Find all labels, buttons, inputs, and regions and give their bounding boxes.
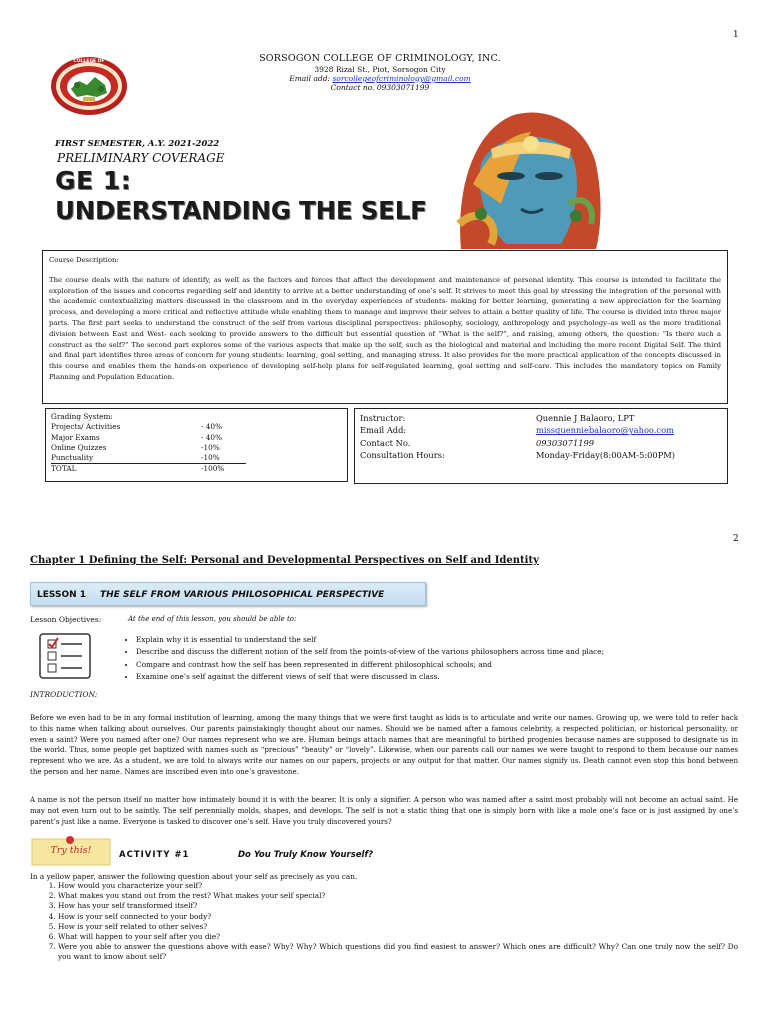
instructor-box: [354, 408, 728, 484]
school-header: [200, 53, 560, 92]
grading-value: - 40%: [201, 432, 223, 442]
question-item: 2. What makes you stand out from the rest? What makes your self special?: [58, 891, 738, 901]
question-item: 1. How would you characterize your self?: [58, 881, 738, 891]
instructor-row: [360, 437, 722, 449]
grading-value: -10%: [201, 453, 220, 463]
objective-item: • Explain why it is essential to understand the self: [136, 634, 604, 646]
page-number: 1: [733, 30, 739, 40]
page-number: 2: [733, 534, 739, 544]
question-item: 7. Were you able to answer the questions above with ease? Why? Why? Which questions did you find easiest to answer? Which ones are difficult? Why? Can one truly now the self? Do you want to know about self?: [58, 942, 738, 962]
instructor-email-link[interactable]: missquenniebalaoro@yahoo.com: [536, 425, 674, 436]
activity-label: ACTIVITY #1: [119, 850, 190, 860]
introduction-paragraph-2: A name is not the person itself no matter how intimately bound it is with the bearer. It is only a signifier. A person who was named after a saint most probably will not become an actual saint. He may not even turn out to be saintly. The self perennially molds, shapes, and develops. The self is not a static thing that one is simply born with like a mole one’s face or is just assigned by one’s parent’s just like a name. Everyone is tasked to discover one’s self. Have you truly discovered yours?: [30, 795, 738, 826]
grading-value: - 40%: [201, 422, 223, 432]
grading-label: Major Exams: [51, 432, 100, 442]
objective-item: • Examine one’s self against the different views of self that were discussed in class.: [136, 671, 604, 683]
grading-label: TOTAL: [51, 464, 77, 474]
objectives-label: Lesson Objectives:: [30, 615, 102, 624]
try-this-label: Try this!: [50, 845, 92, 856]
chapter-title: Chapter 1 Defining the Self: Personal and Developmental Perspectives on Self and Identity: [30, 555, 539, 566]
college-email-link[interactable]: sorcollegeofcriminology@gmail.com: [332, 74, 471, 83]
grading-label: Punctuality: [51, 453, 94, 463]
grading-value: -10%: [201, 442, 220, 452]
instructor-label: Email Add:: [360, 425, 407, 436]
grading-label: Projects/ Activities: [51, 422, 121, 432]
instructor-row: [360, 412, 722, 424]
coverage: PRELIMINARY COVERAGE: [57, 151, 225, 165]
question-item: 4. How is your self connected to your body?: [58, 912, 738, 922]
instructor-label: Consultation Hours:: [360, 449, 445, 460]
grading-label: Online Quizzes: [51, 442, 107, 452]
introduction-paragraph-1: Before we even had to be in any formal institution of learning, among the many things that we were first taught as kids is to articulate and write our names. Growing up, we were told to refer back to this name when talking about ourselves. Our parents painstakingly thought about our names. Should we be named after a famous celebrity, a respected politician, or historical personality, or even a saint? Were you named after one? Our names represent who we are. Human beings attach names that are meaningful to birthed progenies because names are supposed to designate us in the world. Thus, some people get baptized with names such as “precious” “beauty” or “lovely”. Likewise, when our parents call our names we were taught to respond to them because our names represent who we are. As a student, we are told to always write our names on our papers, projects or any output for that matter. Our names signify us. Death cannot even stop this bond between the person and her name. Names are inscribed even into one’s gravestone.: [30, 713, 738, 776]
introduction-heading: INTRODUCTION:: [30, 690, 98, 699]
course-code: GE 1:: [55, 166, 132, 195]
instructor-row: [360, 449, 722, 461]
course-description-box: [42, 250, 728, 404]
question-item: 5. How is your self related to other selves?: [58, 922, 738, 932]
objectives-intro: At the end of this lesson, you should be able to:: [128, 615, 297, 623]
activity-title: Do You Truly Know Yourself?: [238, 850, 374, 860]
college-contact: Contact no. 09303071199: [330, 83, 430, 92]
instructor-row: [360, 424, 722, 436]
grading-row: [51, 464, 342, 474]
lesson-label: LESSON 1: [37, 590, 87, 600]
grading-row: [51, 422, 342, 432]
grading-value: -100%: [201, 464, 225, 474]
objective-item: • Compare and contrast how the self has been represented in different philosophical schools; and: [136, 659, 604, 671]
instructor-name: Quennie J Balaoro, LPT: [536, 413, 635, 423]
college-name: SORSOGON COLLEGE OF CRIMINOLOGY, INC.: [259, 53, 501, 64]
cover-illustration: [451, 104, 606, 249]
grading-system-box: [45, 408, 348, 482]
activity-instructions: In a yellow paper, answer the following question about your self as precisely as you can.: [30, 872, 358, 881]
objective-item: • Describe and discuss the different notion of the self from the points-of-view of the various philosophers across time and place;: [136, 646, 604, 658]
grading-title: Grading System:: [51, 412, 113, 421]
activity-questions: [30, 881, 738, 963]
try-this-note: [30, 835, 112, 867]
semester: FIRST SEMESTER, A.Y. 2021-2022: [55, 139, 220, 149]
instructor-label: Instructor:: [360, 413, 406, 423]
course-description-label: Course Description:: [49, 256, 119, 264]
question-item: 3. How has your self transformed itself?: [58, 901, 738, 911]
instructor-contact: 09303071199: [536, 437, 595, 448]
course-description-text: The course deals with the nature of identify, as well as the factors and forces that affect the development and maintenance of personal identity. This course is intended to facilitate the exploration of the issues and concerns regarding self and identity to arrive at a better understanding of one’s self. It strives to meet this goal by stressing the integration of the personal with the academic contextualizing matters discussed in the classroom and in the everyday experiences of students- making for better learning, generating a new appreciation for the learning process, and developing a more critical and reflective attitude while enabling them to manage and improve their selves to attain a better quality of life. The course is divided into three major parts. The first part seeks to understand the construct of the self from various disciplinal perspectives: philosophy, sociology, anthropology and psychology–as well as the more traditional division between East and West- each seeking to provide answers to the difficult but essential question of “What is the self?”, and raising, among others, the question: “Is there such a construct as the self?” The second part explores some of the various aspects that make up the self, such as the biological and material and including the more recent Digital Self. The third and final part identifies three areas of concern for young students: learning, goal setting, and managing stress. It also provides for the more practical application of the concepts discussed in this course and enables them the hands-on experience of developing self-help plans for self-regulated learning, goal setting and self-care. This includes the mandatory topics on Family Planning and Population Education.: [49, 275, 721, 381]
lesson-banner: [30, 582, 426, 606]
college-address: 3928 Rizal St., Piot, Sorsogon City: [314, 65, 446, 74]
grading-row: [51, 443, 342, 453]
college-logo: [49, 55, 129, 117]
objectives-list: [120, 634, 604, 684]
instructor-hours: Monday-Friday(8:00AM-5:00PM): [536, 449, 676, 460]
checklist-icon: [38, 632, 92, 680]
grading-row: [51, 453, 246, 464]
grading-row: [51, 433, 342, 443]
email-label: Email add:: [289, 74, 331, 83]
lesson-title: THE SELF FROM VARIOUS PHILOSOPHICAL PERSPECTIVE: [100, 590, 385, 600]
instructor-label: Contact No.: [360, 437, 411, 448]
logo-text: COLLEGE OF: [73, 59, 105, 64]
college-email: [200, 74, 560, 83]
course-title: UNDERSTANDING THE SELF: [55, 196, 427, 225]
question-item: 6. What will happen to your self after you die?: [58, 932, 738, 942]
